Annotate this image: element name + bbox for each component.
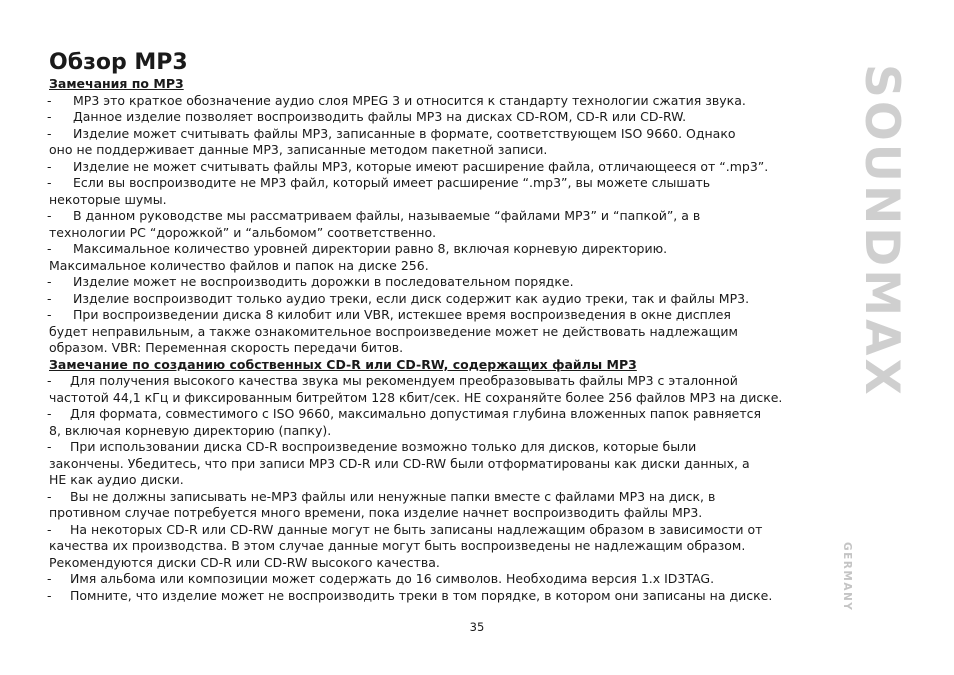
bullet-dash: -: [47, 109, 52, 124]
line-text: Вы не должны записывать не-MP3 файлы или ненужные папки вместе с файлами MP3 на диск, в: [70, 488, 716, 504]
bullet-item: [49, 241, 839, 258]
bullet-item: [49, 109, 839, 126]
line-text: некоторые шумы.: [49, 191, 167, 207]
continuation-line: [49, 423, 839, 440]
continuation-line: [49, 472, 839, 489]
bullet-dash: -: [47, 521, 52, 537]
bullet-item: [49, 307, 839, 324]
continuation-line: [49, 456, 839, 473]
continuation-line: [49, 225, 839, 242]
bullet-dash: -: [47, 125, 52, 141]
section-mp3-notes: [49, 93, 839, 357]
bullet-dash: -: [47, 92, 52, 108]
line-text: В данном руководстве мы рассматриваем файлы, называемые “файлами MP3” и “папкой”, а в: [73, 208, 701, 223]
bullet-item: [49, 439, 839, 456]
brand-logo: [841, 58, 909, 628]
bullet-dash: -: [47, 373, 52, 388]
bullet-item: [49, 159, 839, 176]
line-text: Изделие не может считывать файлы MP3, которые имеют расширение файла, отличающееся от “.mp3”.: [73, 158, 769, 174]
bullet-item: [49, 274, 839, 291]
bullet-dash: -: [47, 158, 52, 174]
line-text: При использовании диска CD-R воспроизведение возможно только для дисков, которые были: [70, 439, 697, 454]
section-heading-burning-discs: Замечание по созданию собственных CD-R или CD-RW, содержащих файлы MP3: [49, 356, 637, 372]
continuation-line: [49, 192, 839, 209]
brand-logo-text: SOUNDMAX: [854, 64, 909, 398]
line-text: При воспроизведении диска 8 килобит или VBR, истекшее время воспроизведения в окне дисплея: [73, 307, 731, 322]
bullet-item: [49, 291, 839, 308]
line-text: технологии PC “дорожкой” и “альбомом” соответственно.: [49, 224, 437, 240]
line-text: MP3 это краткое обозначение аудио слоя MPEG 3 и относится к стандарту технологии сжатия звука.: [73, 92, 746, 108]
bullet-dash: -: [47, 587, 52, 603]
line-text: качества их производства. В этом случае данные могут быть воспроизведены не надлежащим образом.: [49, 538, 746, 553]
bullet-dash: -: [47, 307, 52, 322]
line-text: 8, включая корневую директорию (папку).: [49, 422, 332, 438]
line-text: Для формата, совместимого с ISO 9660, максимально допустимая глубина вложенных папок равняется: [70, 406, 762, 421]
continuation-line: [49, 390, 839, 407]
line-text: Имя альбома или композиции может содержать до 16 символов. Необходима версия 1.x ID3TAG.: [70, 571, 715, 586]
bullet-item: [49, 489, 839, 506]
line-text: закончены. Убедитесь, что при записи MP3 CD-R или CD-RW были отформатированы как диски данных, а: [49, 455, 750, 471]
line-text: Данное изделие позволяет воспроизводить файлы MP3 на дисках CD-ROM, CD-R или CD-RW.: [73, 109, 687, 124]
line-text: будет неправильным, а также ознакомительное воспроизведение может не действовать надлежащим: [49, 323, 738, 339]
line-text: Максимальное количество файлов и папок на диске 256.: [49, 257, 429, 273]
continuation-line: [49, 505, 839, 522]
line-text: противном случае потребуется много времени, пока изделие начнет воспроизводить файлы MP3.: [49, 505, 703, 520]
bullet-item: [49, 588, 839, 605]
bullet-dash: -: [47, 241, 52, 256]
bullet-item: [49, 126, 839, 143]
line-text: частотой 44,1 кГц и фиксированным битрейтом 128 кбит/сек. НЕ сохраняйте более 256 файлов MP3 на диске.: [49, 389, 783, 405]
bullet-item: [49, 571, 839, 588]
bullet-item: [49, 373, 839, 390]
bullet-dash: -: [47, 274, 52, 289]
line-text: Помните, что изделие может не воспроизводить треки в том порядке, в котором они записаны на диске.: [70, 587, 773, 603]
continuation-line: [49, 555, 839, 572]
bullet-dash: -: [47, 439, 52, 454]
page-title: Обзор MP3: [49, 50, 188, 75]
bullet-item: [49, 208, 839, 225]
bullet-dash: -: [47, 290, 52, 306]
line-text: Изделие может не воспроизводить дорожки в последовательном порядке.: [73, 274, 574, 289]
page-number: 35: [469, 620, 485, 634]
line-text: Изделие может считывать файлы MP3, записанные в формате, соответствующем ISO 9660. Однако: [73, 125, 736, 141]
line-text: оно не поддерживает данные MP3, записанные методом пакетной записи.: [49, 142, 548, 157]
continuation-line: [49, 324, 839, 341]
bullet-dash: -: [47, 488, 52, 504]
bullet-item: [49, 175, 839, 192]
section-heading-mp3-notes: Замечания по MP3: [49, 76, 184, 91]
bullet-item: [49, 406, 839, 423]
bullet-dash: -: [47, 175, 52, 190]
line-text: На некоторых CD-R или CD-RW данные могут не быть записаны надлежащим образом в зависимости от: [70, 521, 763, 537]
continuation-line: [49, 258, 839, 275]
line-text: Рекомендуются диски CD-R или CD-RW высокого качества.: [49, 554, 440, 570]
line-text: образом. VBR: Переменная скорость передачи битов.: [49, 340, 404, 355]
bullet-item: [49, 522, 839, 539]
continuation-line: [49, 340, 839, 357]
bullet-item: [49, 93, 839, 110]
bullet-dash: -: [47, 406, 52, 421]
line-text: Если вы воспроизводите не MP3 файл, который имеет расширение “.mp3”, вы можете слышать: [73, 175, 711, 190]
line-text: Максимальное количество уровней директории равно 8, включая корневую директорию.: [73, 241, 668, 256]
document-body: [49, 50, 839, 604]
brand-logo-subtext: GERMANY: [841, 542, 853, 612]
bullet-dash: -: [47, 571, 52, 586]
line-text: Для получения высокого качества звука мы рекомендуем преобразовывать файлы MP3 с эталонной: [70, 373, 738, 388]
line-text: НЕ как аудио диски.: [49, 472, 184, 487]
line-text: Изделие воспроизводит только аудио треки, если диск содержит как аудио треки, так и файлы MP3.: [73, 290, 750, 306]
bullet-dash: -: [47, 208, 52, 223]
section-burning-discs: [49, 373, 839, 604]
continuation-line: [49, 142, 839, 159]
continuation-line: [49, 538, 839, 555]
